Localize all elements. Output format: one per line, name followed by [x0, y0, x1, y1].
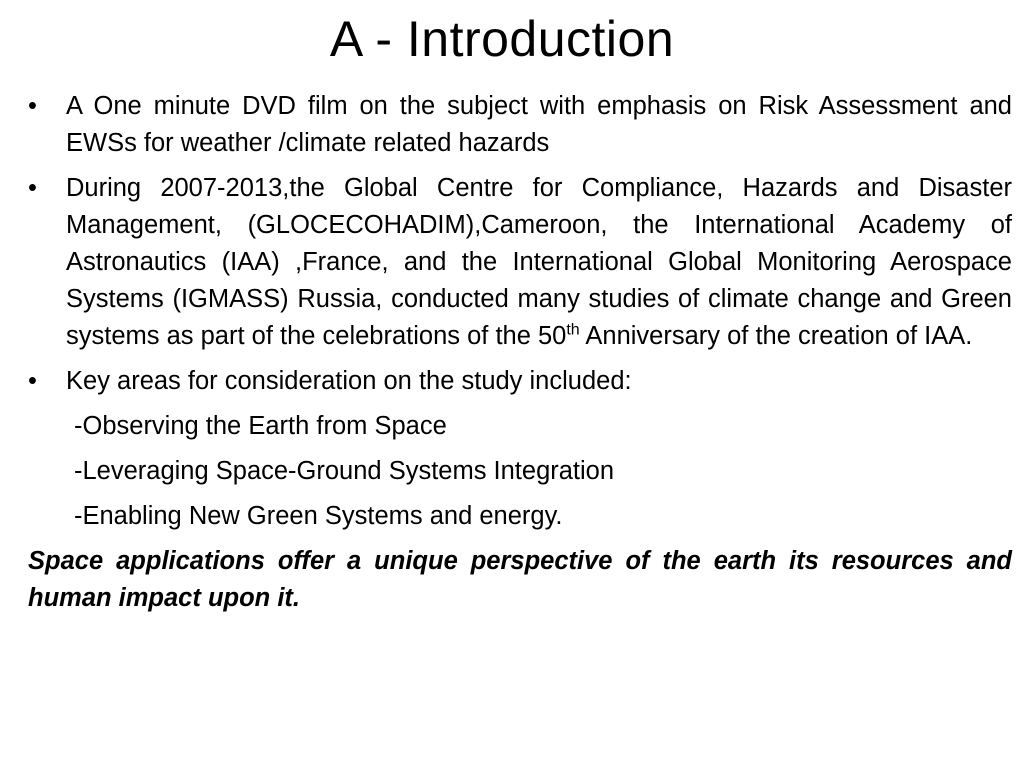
bullet-studies-text-end: Anniversary of the creation of IAA. — [579, 322, 973, 350]
slide-title: A - Introduction — [329, 11, 675, 67]
ordinal-suffix: th — [566, 321, 580, 339]
bullet-studies — [28, 170, 1012, 355]
closing-statement: Space applications offer a unique perspective of the earth its resources and human impact upon it. — [28, 547, 1012, 612]
slide-content — [28, 88, 1012, 617]
sub-item-leveraging: -Leveraging Space-Ground Systems Integration — [74, 457, 615, 485]
bullet-dvd-film: • A One minute DVD film on the subject with emphasis on Risk Assessment and EWSs for weather /climate related hazards — [28, 88, 1012, 162]
sub-item-observing: -Observing the Earth from Space — [74, 412, 447, 440]
bullet-studies-text: During 2007-2013,the Global Centre for Compliance, Hazards and Disaster Management, (GLOCECOHADIM),Cameroon, the International Academy of Astronautics (IAA) ,France, and the International Global Monitoring Aerospace Systems (IGMASS) Russia, conducted many studies of climate change and Green systems as part of the celebrations of the 50 — [66, 174, 1012, 350]
sub-item-enabling: -Enabling New Green Systems and energy. — [74, 502, 563, 530]
bullet-key-areas: • Key areas for consideration on the study included: — [28, 363, 1012, 400]
